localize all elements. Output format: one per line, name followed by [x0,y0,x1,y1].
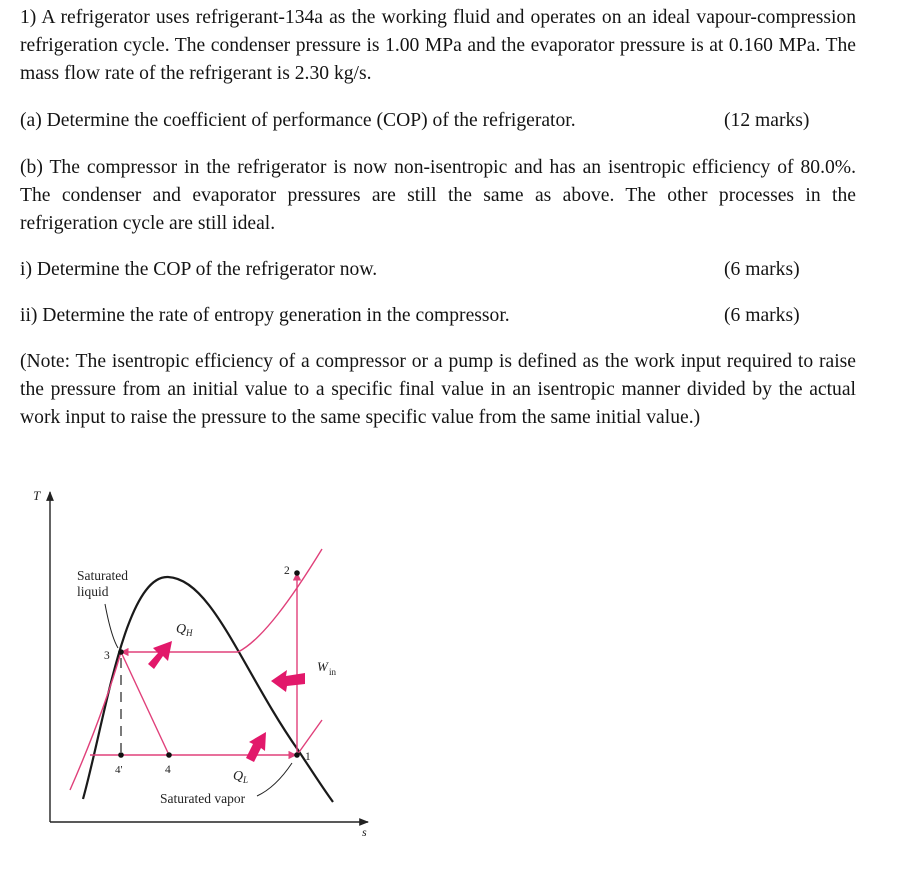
throttling-line [121,652,169,755]
saturated-vapor-label: Saturated vapor [160,791,246,806]
state-label-3: 3 [104,650,110,662]
s-axis-label: s [362,825,367,839]
t-axis-label: T [33,488,41,503]
state-label-4: 4 [165,764,171,776]
state-point-4prime [118,752,124,758]
ql-main: Q [233,769,244,784]
qh-label [176,622,193,638]
state-label-4prime: 4' [115,764,123,776]
state-point-2 [294,570,300,576]
win-arrow [271,670,305,692]
state-point-1 [294,752,300,758]
saturated-liquid-label-2: liquid [77,584,109,599]
saturated-liquid-leader [105,604,118,648]
win-main: W [317,659,328,674]
part-b-i-marks: (6 marks) [724,259,800,280]
saturated-vapor-leader [257,763,292,796]
state-label-1: 1 [305,751,311,763]
part-b-i-text: i) Determine the COP of the refrigerator now. [20,259,378,280]
saturated-liquid-label-1: Saturated [77,568,128,583]
superheat-curve [238,549,322,652]
state-label-2: 2 [284,565,290,577]
question-intro: 1) A refrigerator uses refrigerant-134a as the working fluid and operates on an ideal vapour-compression refrigeration cycle. The condenser pressure is 1.00 MPa and the evaporator pressure is at 0.160 MPa. The mass flow rate of the refrigerant is 2.30 kg/s. [20,7,856,84]
part-a-marks: (12 marks) [724,110,810,131]
part-a-text: (a) Determine the coefficient of performance (COP) of the refrigerator. [20,110,576,131]
qh-main: Q [176,622,187,637]
note-text: (Note: The isentropic efficiency of a compressor or a pump is defined as the work input required to raise the pressure from an initial value to a specific final value in an isentropic manner divided by the actual work input to raise the pressure to the same specific value from the same initial value.) [20,351,856,428]
part-b-ii-text: ii) Determine the rate of entropy generation in the compressor. [20,305,510,326]
low-pressure-ext [297,720,322,755]
state-point-3 [118,649,124,655]
ql-label [233,769,248,785]
qh-arrow [148,641,172,669]
win-label [317,659,337,677]
ql-arrow [246,732,266,762]
part-b-text: (b) The compressor in the refrigerator is now non-isentropic and has an isentropic efficiency of 80.0%. The condenser and evaporator pressures are still the same as above. The other processes in the refrigeration cycle are still ideal. [20,157,856,234]
qh-sub: H [186,628,193,638]
part-b-ii-marks: (6 marks) [724,305,800,326]
win-sub: in [329,667,337,677]
ql-sub: L [243,775,249,785]
state-point-4 [166,752,172,758]
